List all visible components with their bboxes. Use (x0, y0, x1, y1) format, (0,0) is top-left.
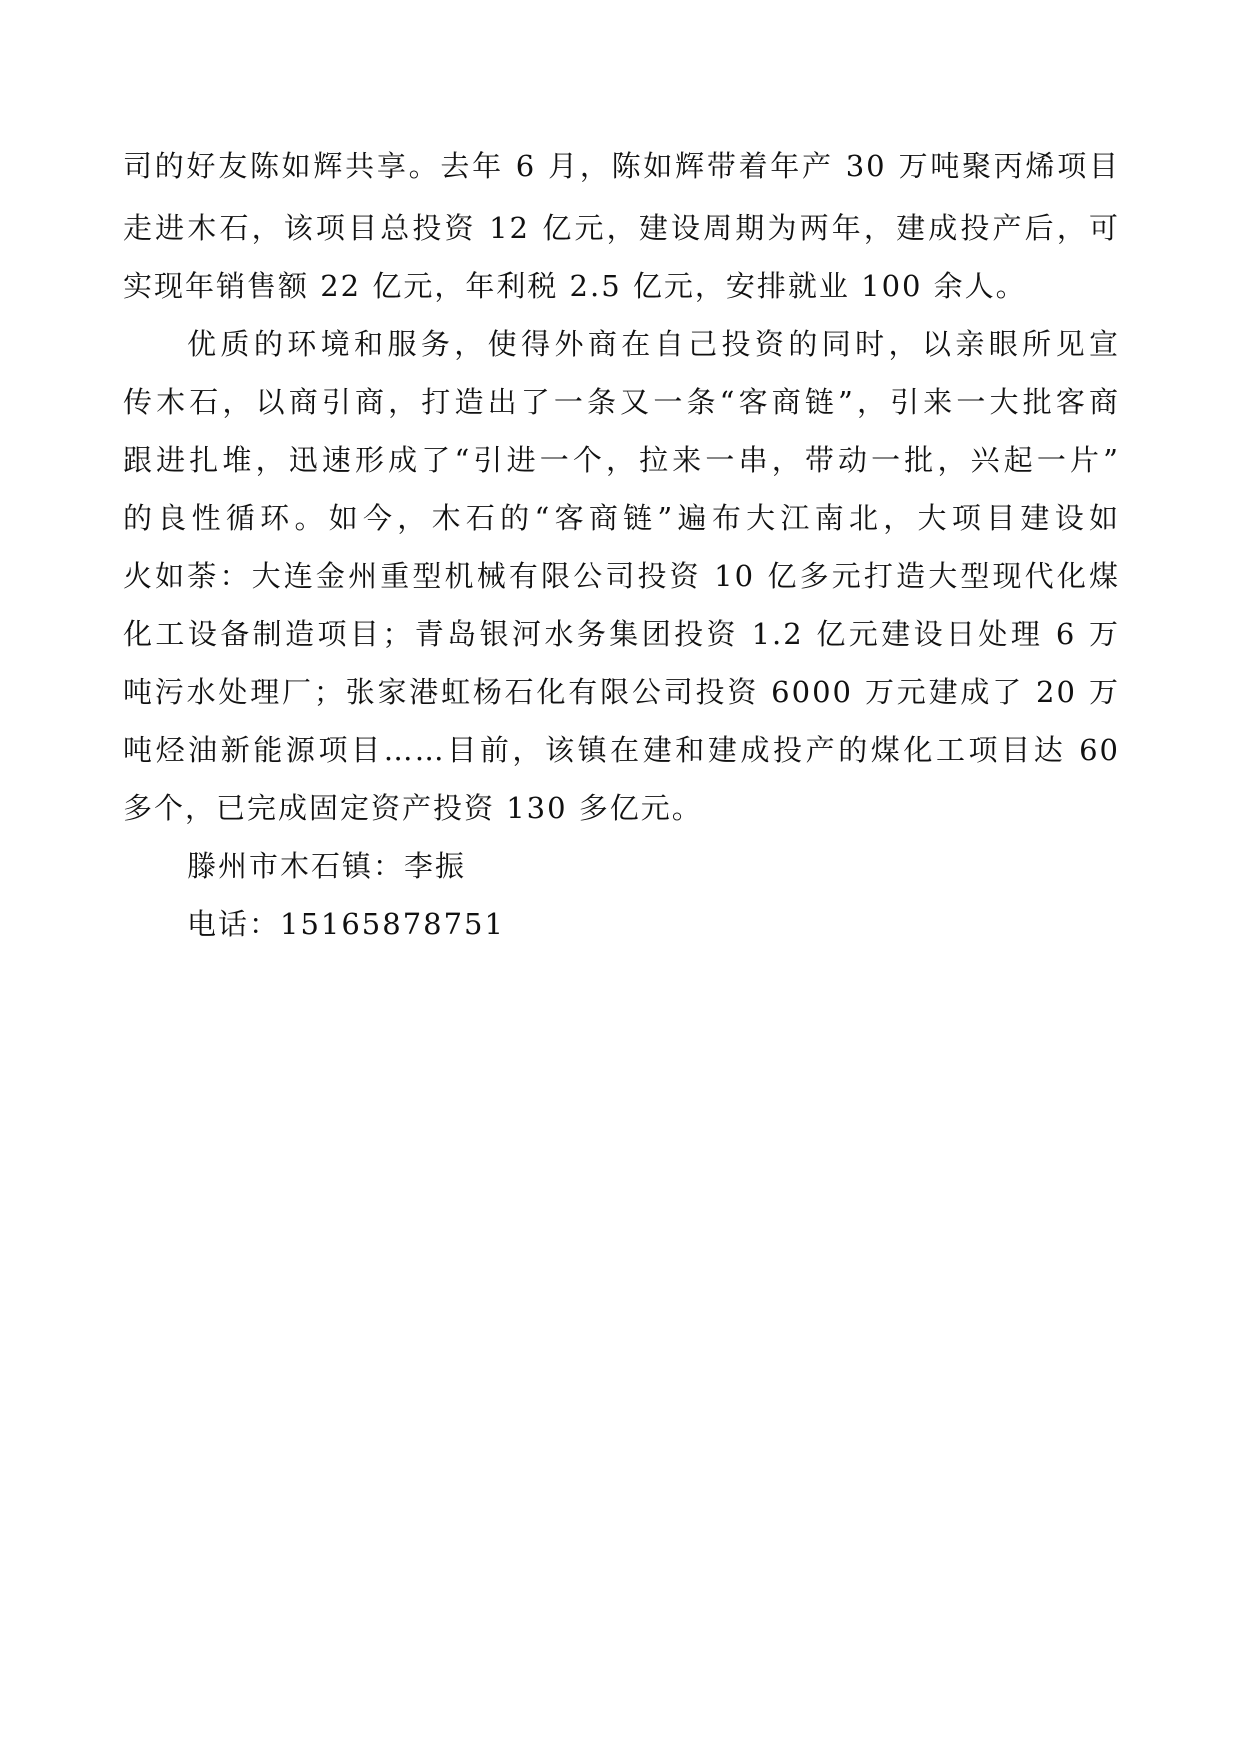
paragraph-line: 多个，已完成固定资产投资 130 多亿元。 (123, 791, 703, 825)
paragraph-line: 优质的环境和服务，使得外商在自己投资的同时，以亲眼所见宣 (187, 327, 1120, 361)
paragraph-line: 的良性循环。如今，木石的“客商链”遍布大江南北，大项目建设如 (123, 501, 1120, 535)
paragraph-line: 跟进扎堆，迅速形成了“引进一个，拉来一串，带动一批，兴起一片” (123, 443, 1120, 477)
paragraph-line: 吨烃油新能源项目……目前，该镇在建和建成投产的煤化工项目达 60 (123, 733, 1120, 767)
phone-line: 电话：15165878751 (187, 907, 505, 941)
paragraph-line: 化工设备制造项目；青岛银河水务集团投资 1.2 亿元建设日处理 6 万 (123, 617, 1120, 651)
paragraph-line: 走进木石，该项目总投资 12 亿元，建设周期为两年，建成投产后，可 (123, 211, 1120, 245)
paragraph-line: 传木石，以商引商，打造出了一条又一条“客商链”，引来一大批客商 (123, 385, 1120, 419)
author-line: 滕州市木石镇：李振 (187, 849, 467, 883)
paragraph-line: 司的好友陈如辉共享。去年 6 月，陈如辉带着年产 30 万吨聚丙烯项目 (123, 149, 1120, 183)
paragraph-line: 吨污水处理厂；张家港虹杨石化有限公司投资 6000 万元建成了 20 万 (123, 675, 1120, 709)
paragraph-line: 火如荼：大连金州重型机械有限公司投资 10 亿多元打造大型现代化煤 (123, 559, 1120, 593)
paragraph-line: 实现年销售额 22 亿元，年利税 2.5 亿元，安排就业 100 余人。 (123, 269, 1027, 303)
